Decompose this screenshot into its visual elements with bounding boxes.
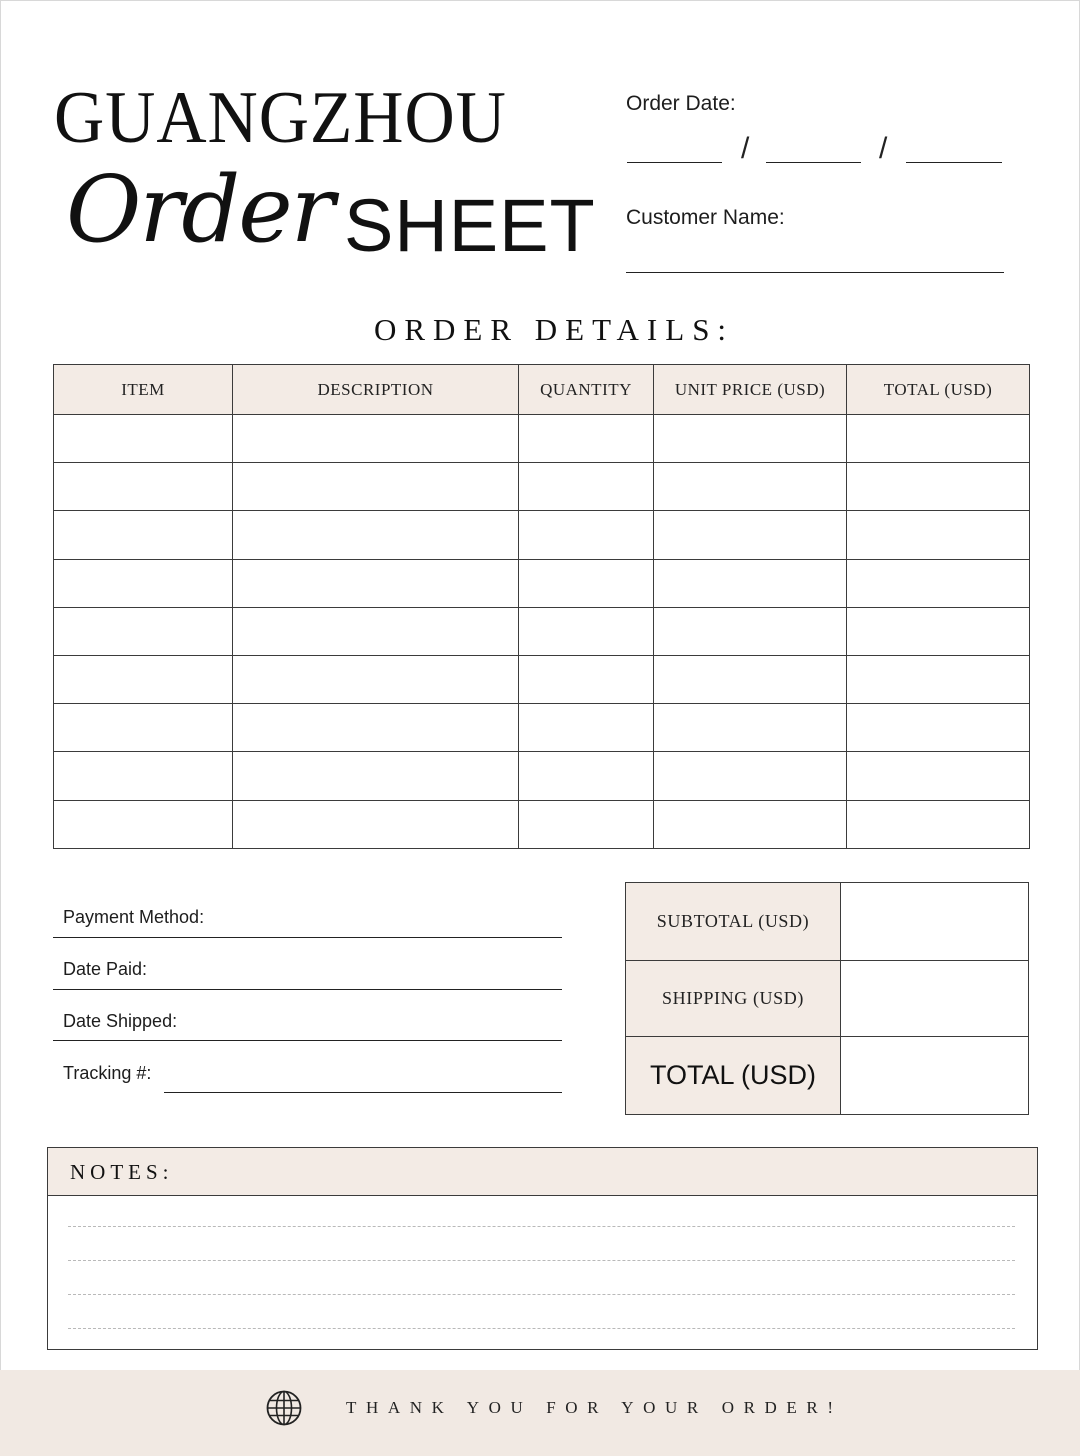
- table-row: [54, 800, 1030, 848]
- total-cell[interactable]: [847, 559, 1030, 607]
- total-row: [626, 1037, 1028, 1114]
- notes-title: NOTES:: [70, 1160, 174, 1184]
- totals-box: [625, 882, 1029, 1115]
- globe-icon: [265, 1389, 303, 1427]
- item-cell[interactable]: [54, 559, 233, 607]
- subtotal-value-field[interactable]: [841, 883, 1028, 960]
- table-row: [54, 655, 1030, 703]
- description-cell[interactable]: [233, 655, 519, 703]
- total-cell[interactable]: [847, 800, 1030, 848]
- shipping-row: [626, 961, 1028, 1037]
- quantity-cell[interactable]: [519, 800, 654, 848]
- subtotal-row: [626, 883, 1028, 961]
- column-header-total: TOTAL (USD): [847, 365, 1030, 415]
- unit-price-cell[interactable]: [654, 704, 847, 752]
- quantity-cell[interactable]: [519, 607, 654, 655]
- quantity-cell[interactable]: [519, 655, 654, 703]
- item-cell[interactable]: [54, 463, 233, 511]
- item-cell[interactable]: [54, 607, 233, 655]
- quantity-cell[interactable]: [519, 704, 654, 752]
- total-cell[interactable]: [847, 655, 1030, 703]
- notes-line[interactable]: [68, 1226, 1015, 1227]
- subtotal-label: SUBTOTAL (USD): [626, 883, 841, 960]
- item-cell[interactable]: [54, 704, 233, 752]
- date-paid-label: Date Paid:: [63, 959, 148, 979]
- table-row: [54, 511, 1030, 559]
- order-details-heading: ORDER DETAILS:: [373, 312, 735, 347]
- customer-name-label: Customer Name:: [626, 206, 785, 229]
- date-separator: /: [879, 132, 888, 165]
- tracking-number-field[interactable]: [164, 1092, 562, 1093]
- item-cell[interactable]: [54, 511, 233, 559]
- unit-price-cell[interactable]: [654, 559, 847, 607]
- notes-box: [47, 1147, 1038, 1350]
- footer-bar: [0, 1370, 1080, 1456]
- column-header-quantity: QUANTITY: [519, 365, 654, 415]
- column-header-description: DESCRIPTION: [233, 365, 519, 415]
- table-header-row: [54, 365, 1030, 415]
- column-header-unit-price: UNIT PRICE (USD): [654, 365, 847, 415]
- title-order-script: Order: [66, 156, 333, 263]
- tracking-number-label: Tracking #:: [63, 1063, 152, 1083]
- order-date-year-field[interactable]: [906, 162, 1002, 163]
- unit-price-cell[interactable]: [654, 415, 847, 463]
- date-shipped-field[interactable]: [53, 1040, 562, 1041]
- shipping-value-field[interactable]: [841, 961, 1028, 1036]
- order-date-label: Order Date:: [626, 92, 736, 115]
- date-paid-field[interactable]: [53, 989, 562, 990]
- title-guangzhou: GUANGZHOU: [54, 77, 507, 159]
- table-row: [54, 752, 1030, 800]
- unit-price-cell[interactable]: [654, 511, 847, 559]
- quantity-cell[interactable]: [519, 463, 654, 511]
- description-cell[interactable]: [233, 559, 519, 607]
- table-row: [54, 559, 1030, 607]
- unit-price-cell[interactable]: [654, 607, 847, 655]
- order-date-month-field[interactable]: [627, 162, 722, 163]
- date-separator: /: [741, 132, 750, 165]
- total-value-field[interactable]: [841, 1037, 1028, 1114]
- total-cell[interactable]: [847, 415, 1030, 463]
- customer-name-field[interactable]: [626, 272, 1004, 273]
- description-cell[interactable]: [233, 415, 519, 463]
- description-cell[interactable]: [233, 607, 519, 655]
- notes-line[interactable]: [68, 1328, 1015, 1329]
- total-cell[interactable]: [847, 511, 1030, 559]
- unit-price-cell[interactable]: [654, 752, 847, 800]
- item-cell[interactable]: [54, 752, 233, 800]
- item-cell[interactable]: [54, 655, 233, 703]
- description-cell[interactable]: [233, 463, 519, 511]
- total-cell[interactable]: [847, 704, 1030, 752]
- description-cell[interactable]: [233, 752, 519, 800]
- unit-price-cell[interactable]: [654, 800, 847, 848]
- table-row: [54, 415, 1030, 463]
- payment-method-field[interactable]: [53, 937, 562, 938]
- description-cell[interactable]: [233, 704, 519, 752]
- order-items-table: [53, 364, 1030, 849]
- notes-header: [48, 1148, 1037, 1196]
- description-cell[interactable]: [233, 511, 519, 559]
- unit-price-cell[interactable]: [654, 655, 847, 703]
- total-label: TOTAL (USD): [626, 1037, 841, 1114]
- total-cell[interactable]: [847, 607, 1030, 655]
- quantity-cell[interactable]: [519, 415, 654, 463]
- table-row: [54, 704, 1030, 752]
- payment-method-label: Payment Method:: [63, 907, 205, 927]
- quantity-cell[interactable]: [519, 559, 654, 607]
- date-shipped-label: Date Shipped:: [63, 1011, 178, 1031]
- total-cell[interactable]: [847, 752, 1030, 800]
- quantity-cell[interactable]: [519, 511, 654, 559]
- notes-line[interactable]: [68, 1294, 1015, 1295]
- notes-line[interactable]: [68, 1260, 1015, 1261]
- quantity-cell[interactable]: [519, 752, 654, 800]
- column-header-item: ITEM: [54, 365, 233, 415]
- title-sheet: SHEET: [344, 184, 596, 267]
- thank-you-message: THANK YOU FOR YOUR ORDER!: [346, 1398, 843, 1417]
- item-cell[interactable]: [54, 415, 233, 463]
- table-row: [54, 463, 1030, 511]
- table-row: [54, 607, 1030, 655]
- item-cell[interactable]: [54, 800, 233, 848]
- order-date-day-field[interactable]: [766, 162, 861, 163]
- description-cell[interactable]: [233, 800, 519, 848]
- unit-price-cell[interactable]: [654, 463, 847, 511]
- shipping-label: SHIPPING (USD): [626, 961, 841, 1036]
- total-cell[interactable]: [847, 463, 1030, 511]
